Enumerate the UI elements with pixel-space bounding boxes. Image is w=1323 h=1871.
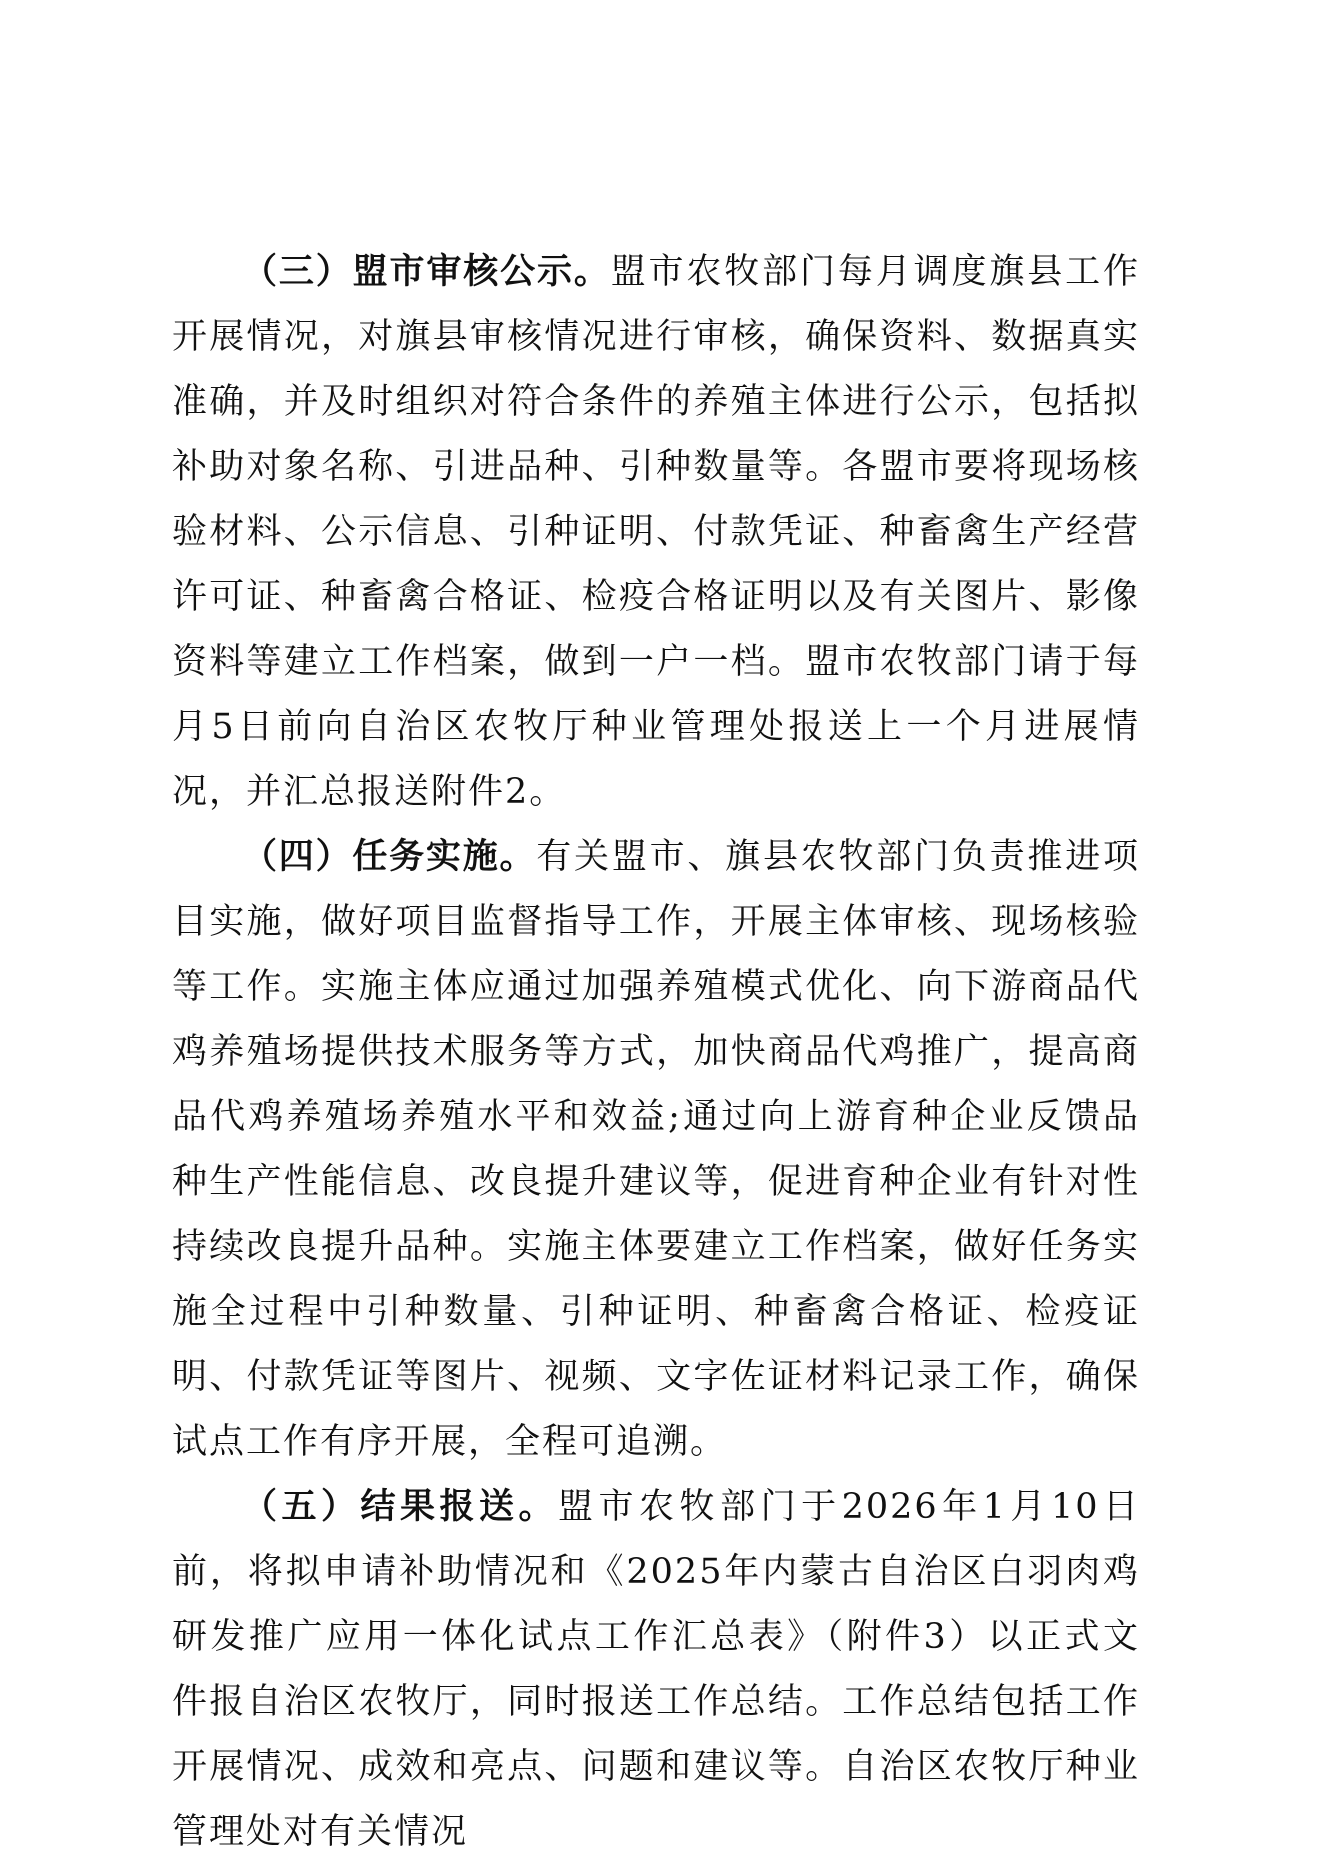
section-4-text: 有关盟市、旗县农牧部门负责推进项目实施，做好项目监督指导工作，开展主体审核、现场核验等工作。实施主体应通过加强养殖模式优化、向下游商品代鸡养殖场提供技术服务等方式，加快商品代鸡推广，提高商品代鸡养殖场养殖水平和效益;通过向上游育种企业反馈品种生产性能信息、改良提升建议等，促进育种企业有针对性持续改良提升品种。实施主体要建立工作档案，做好任务实施全过程中引种数量、引种证明、种畜禽合格证、检疫证明、付款凭证等图片、视频、文字佐证材料记录工作，确保试点工作有序开展，全程可追溯。 xyxy=(172,837,1140,1462)
section-5-text: 盟市农牧部门于2026年1月10日前，将拟申请补助情况和《2025年内蒙古自治区白羽肉鸡研发推广应用一体化试点工作汇总表》（附件3）以正式文件报自治区农牧厅，同时报送工作总结。工作总结包括工作开展情况、成效和亮点、问题和建议等。自治区农牧厅种业管理处对有关情况 xyxy=(172,1487,1140,1852)
section-4-heading: （四）任务实施。 xyxy=(242,837,537,877)
section-5-heading: （五）结果报送。 xyxy=(242,1487,559,1527)
paragraph-section-3 xyxy=(172,240,1140,825)
section-3-heading: （三）盟市审核公示。 xyxy=(242,252,611,292)
paragraph-section-4 xyxy=(172,825,1140,1475)
document-body xyxy=(172,240,1140,1865)
paragraph-section-5 xyxy=(172,1475,1140,1865)
section-3-text: 盟市农牧部门每月调度旗县工作开展情况，对旗县审核情况进行审核，确保资料、数据真实准确，并及时组织对符合条件的养殖主体进行公示，包括拟补助对象名称、引进品种、引种数量等。各盟市要将现场核验材料、公示信息、引种证明、付款凭证、种畜禽生产经营许可证、种畜禽合格证、检疫合格证明以及有关图片、影像资料等建立工作档案，做到一户一档。盟市农牧部门请于每月5日前向自治区农牧厅种业管理处报送上一个月进展情况，并汇总报送附件2。 xyxy=(172,252,1140,812)
